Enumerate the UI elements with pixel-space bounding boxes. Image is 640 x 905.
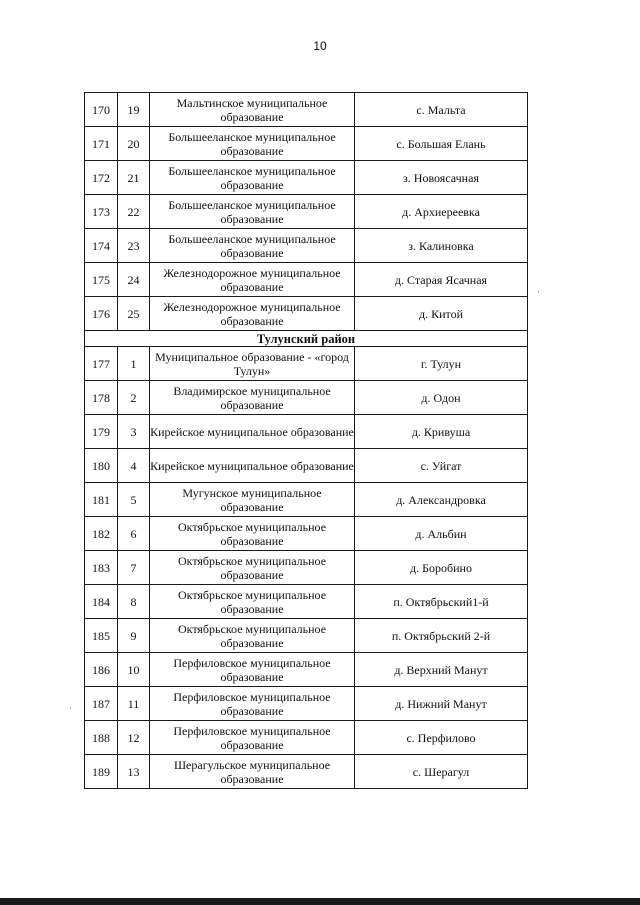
table-row bbox=[85, 653, 528, 687]
table-row bbox=[85, 585, 528, 619]
municipality-cell: Железнодорожное муниципальное образование bbox=[150, 297, 355, 331]
row-number-cell: 180 bbox=[85, 449, 118, 483]
table-body-part-2 bbox=[85, 347, 528, 789]
settlement-cell: д. Нижний Манут bbox=[355, 687, 528, 721]
settlement-cell: д. Старая Ясачная bbox=[355, 263, 528, 297]
municipality-cell: Кирейское муниципальное образование bbox=[150, 449, 355, 483]
sub-number-cell: 10 bbox=[118, 653, 150, 687]
municipality-cell: Перфиловское муниципальное образование bbox=[150, 653, 355, 687]
sub-number-cell: 4 bbox=[118, 449, 150, 483]
scan-speck bbox=[538, 291, 539, 292]
row-number-cell: 172 bbox=[85, 161, 118, 195]
row-number-cell: 187 bbox=[85, 687, 118, 721]
municipality-cell: Большееланское муниципальное образование bbox=[150, 127, 355, 161]
row-number-cell: 189 bbox=[85, 755, 118, 789]
municipality-cell: Перфиловское муниципальное образование bbox=[150, 687, 355, 721]
table-row bbox=[85, 483, 528, 517]
sub-number-cell: 3 bbox=[118, 415, 150, 449]
municipality-cell: Мугунское муниципальное образование bbox=[150, 483, 355, 517]
municipality-cell: Октябрьское муниципальное образование bbox=[150, 551, 355, 585]
table-row bbox=[85, 721, 528, 755]
settlement-cell: д. Китой bbox=[355, 297, 528, 331]
sub-number-cell: 20 bbox=[118, 127, 150, 161]
table-row bbox=[85, 619, 528, 653]
row-number-cell: 177 bbox=[85, 347, 118, 381]
settlement-cell: д. Кривуша bbox=[355, 415, 528, 449]
table-row bbox=[85, 93, 528, 127]
settlement-cell: д. Архиереевка bbox=[355, 195, 528, 229]
sub-number-cell: 24 bbox=[118, 263, 150, 297]
row-number-cell: 183 bbox=[85, 551, 118, 585]
sub-number-cell: 5 bbox=[118, 483, 150, 517]
sub-number-cell: 2 bbox=[118, 381, 150, 415]
bottom-scan-border bbox=[0, 898, 640, 905]
table-row bbox=[85, 229, 528, 263]
row-number-cell: 178 bbox=[85, 381, 118, 415]
settlement-cell: з. Новоясачная bbox=[355, 161, 528, 195]
row-number-cell: 174 bbox=[85, 229, 118, 263]
row-number-cell: 188 bbox=[85, 721, 118, 755]
municipality-cell: Железнодорожное муниципальное образование bbox=[150, 263, 355, 297]
sub-number-cell: 12 bbox=[118, 721, 150, 755]
settlement-cell: с. Перфилово bbox=[355, 721, 528, 755]
table-row bbox=[85, 263, 528, 297]
row-number-cell: 173 bbox=[85, 195, 118, 229]
section-title: Тулунский район bbox=[85, 331, 528, 347]
table-row bbox=[85, 415, 528, 449]
table-row bbox=[85, 127, 528, 161]
page-number: 10 bbox=[313, 39, 327, 53]
sub-number-cell: 23 bbox=[118, 229, 150, 263]
section-header-row bbox=[85, 331, 528, 347]
settlement-cell: с. Уйгат bbox=[355, 449, 528, 483]
sub-number-cell: 13 bbox=[118, 755, 150, 789]
sub-number-cell: 9 bbox=[118, 619, 150, 653]
settlement-cell: п. Октябрьский1-й bbox=[355, 585, 528, 619]
settlements-table bbox=[84, 92, 528, 789]
table-row bbox=[85, 195, 528, 229]
settlement-cell: д. Одон bbox=[355, 381, 528, 415]
settlement-cell: п. Октябрьский 2-й bbox=[355, 619, 528, 653]
row-number-cell: 181 bbox=[85, 483, 118, 517]
settlement-cell: д. Верхний Манут bbox=[355, 653, 528, 687]
municipality-cell: Октябрьское муниципальное образование bbox=[150, 517, 355, 551]
municipality-cell: Октябрьское муниципальное образование bbox=[150, 619, 355, 653]
municipality-cell: Шерагульское муниципальное образование bbox=[150, 755, 355, 789]
settlement-cell: с. Мальта bbox=[355, 93, 528, 127]
row-number-cell: 186 bbox=[85, 653, 118, 687]
municipality-cell: Октябрьское муниципальное образование bbox=[150, 585, 355, 619]
table-body-part-1 bbox=[85, 93, 528, 331]
municipality-cell: Владимирское муниципальное образование bbox=[150, 381, 355, 415]
municipality-cell: Большееланское муниципальное образование bbox=[150, 229, 355, 263]
sub-number-cell: 7 bbox=[118, 551, 150, 585]
row-number-cell: 182 bbox=[85, 517, 118, 551]
municipality-cell: Муниципальное образование - «город Тулун» bbox=[150, 347, 355, 381]
scan-speck bbox=[70, 707, 71, 708]
municipality-cell: Перфиловское муниципальное образование bbox=[150, 721, 355, 755]
settlement-cell: с. Большая Елань bbox=[355, 127, 528, 161]
row-number-cell: 171 bbox=[85, 127, 118, 161]
table-row bbox=[85, 551, 528, 585]
sub-number-cell: 8 bbox=[118, 585, 150, 619]
table-row bbox=[85, 755, 528, 789]
table-row bbox=[85, 297, 528, 331]
row-number-cell: 175 bbox=[85, 263, 118, 297]
municipality-cell: Большееланское муниципальное образование bbox=[150, 161, 355, 195]
table-row bbox=[85, 687, 528, 721]
row-number-cell: 184 bbox=[85, 585, 118, 619]
settlement-cell: с. Шерагул bbox=[355, 755, 528, 789]
section-block bbox=[85, 331, 528, 347]
sub-number-cell: 25 bbox=[118, 297, 150, 331]
table-row bbox=[85, 347, 528, 381]
settlement-cell: д. Альбин bbox=[355, 517, 528, 551]
table-row bbox=[85, 161, 528, 195]
municipality-cell: Большееланское муниципальное образование bbox=[150, 195, 355, 229]
sub-number-cell: 22 bbox=[118, 195, 150, 229]
sub-number-cell: 11 bbox=[118, 687, 150, 721]
sub-number-cell: 1 bbox=[118, 347, 150, 381]
table-row bbox=[85, 517, 528, 551]
table-row bbox=[85, 449, 528, 483]
row-number-cell: 179 bbox=[85, 415, 118, 449]
row-number-cell: 176 bbox=[85, 297, 118, 331]
sub-number-cell: 21 bbox=[118, 161, 150, 195]
table-row bbox=[85, 381, 528, 415]
row-number-cell: 170 bbox=[85, 93, 118, 127]
sub-number-cell: 19 bbox=[118, 93, 150, 127]
municipality-cell: Кирейское муниципальное образование bbox=[150, 415, 355, 449]
settlement-cell: з. Калиновка bbox=[355, 229, 528, 263]
sub-number-cell: 6 bbox=[118, 517, 150, 551]
row-number-cell: 185 bbox=[85, 619, 118, 653]
settlement-cell: д. Боробино bbox=[355, 551, 528, 585]
settlement-cell: д. Александровка bbox=[355, 483, 528, 517]
municipality-cell: Мальтинское муниципальное образование bbox=[150, 93, 355, 127]
settlement-cell: г. Тулун bbox=[355, 347, 528, 381]
